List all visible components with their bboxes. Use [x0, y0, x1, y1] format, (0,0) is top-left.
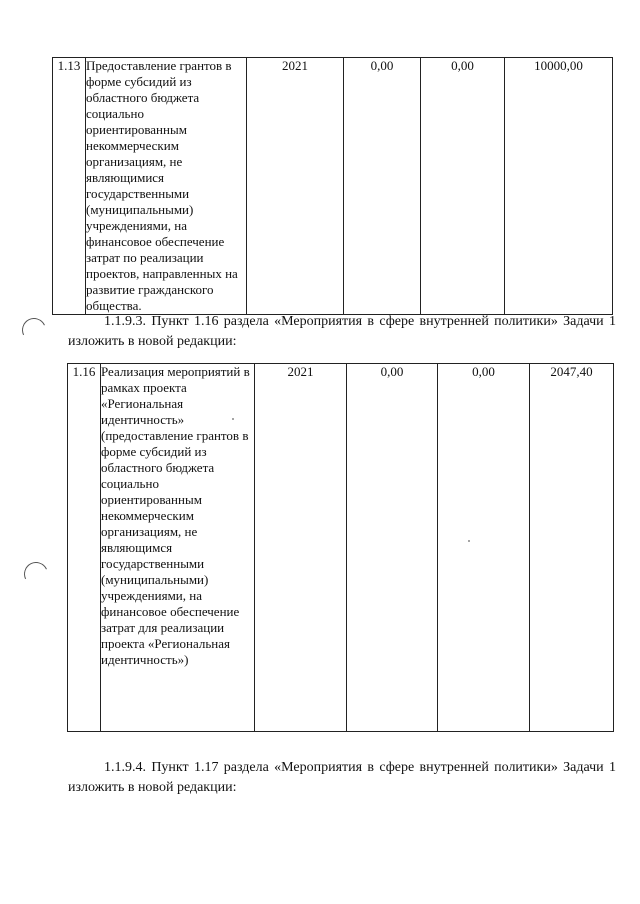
item-value-2: 0,00: [421, 58, 505, 315]
item-number: 1.13: [53, 58, 86, 315]
table-item-1-16: [67, 363, 614, 732]
punch-hole-mark: [21, 559, 52, 590]
item-number: 1.16: [68, 364, 101, 732]
scan-speck: [468, 540, 470, 542]
item-value-3: 10000,00: [505, 58, 613, 315]
scan-speck: [232, 418, 234, 420]
amendment-paragraph-1-1-9-3: 1.1.9.3. Пункт 1.16 раздела «Мероприятия в сфере внутренней политики» Задачи 1 изложить в новой редакции:: [68, 314, 616, 349]
item-value-1: 0,00: [347, 364, 438, 732]
item-year: 2021: [255, 364, 347, 732]
table-row: [68, 364, 614, 732]
table-row: [53, 58, 613, 315]
item-description: Реализация мероприятий в рамках проекта «Региональная идентичность» (предоставление грантов в форме субсидий из областного бюджета социально ориентированным некоммерческим организациям, не являющимся государственными (муниципальными) учреждениями, на финансовое обеспечение затрат для реализации проекта «Региональная идентичность»): [101, 364, 255, 732]
item-year: 2021: [247, 58, 344, 315]
item-value-2: 0,00: [438, 364, 530, 732]
punch-hole-mark: [19, 315, 50, 346]
item-value-3: 2047,40: [530, 364, 614, 732]
item-description: Предоставление грантов в форме субсидий из областного бюджета социально ориентированным некоммерческим организациям, не являющимися государственными (муниципальными) учреждениями, на финансовое обеспечение затрат по реализации проектов, направленных на развитие гражданского общества.: [86, 58, 247, 315]
table-item-1-13: [52, 57, 613, 315]
item-value-1: 0,00: [344, 58, 421, 315]
amendment-paragraph-1-1-9-4: 1.1.9.4. Пункт 1.17 раздела «Мероприятия в сфере внутренней политики» Задачи 1 изложить в новой редакции:: [68, 760, 616, 795]
